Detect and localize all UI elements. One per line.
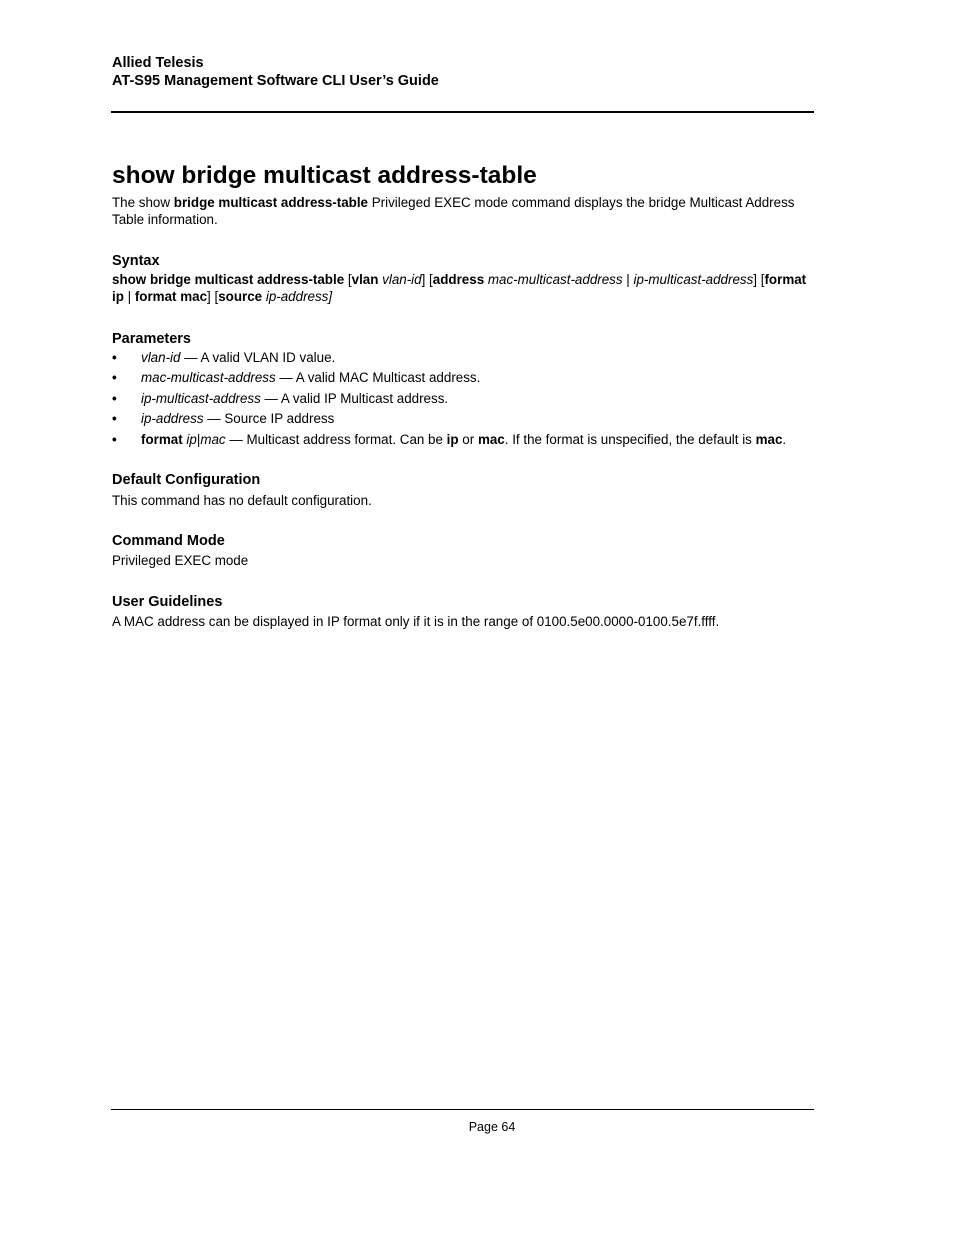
param-format-ip: ip [186,431,197,447]
list-item [112,369,832,389]
intro-command: bridge multicast address-table [173,195,368,210]
param-format-mac: mac [200,431,226,447]
header-company: Allied Telesis [112,55,204,71]
user-guidelines-heading: User Guidelines [112,594,223,610]
page-title: show bridge multicast address-table [112,162,537,189]
header-guide-title: AT-S95 Management Software CLI User’s Guide [112,73,439,89]
intro-suffix: Privileged EXEC mode command displays the bridge Multicast Address Table information. [112,195,795,227]
syntax-punct: | [622,272,634,287]
bullet-icon: • [112,431,117,447]
syntax-vlan: vlan [351,272,379,287]
syntax-punct: ] [ [753,272,765,287]
syntax-ip-address: ip-address] [265,289,333,304]
page-number: Page 64 [468,1120,516,1134]
syntax-vlan-id: vlan-id [382,272,422,287]
syntax-format-ip: format ip [112,272,807,304]
syntax-ip-multicast: ip-multicast-address [633,272,754,287]
header-rule [111,111,814,113]
param-desc: . [782,431,787,447]
param-format-kw: format [141,431,183,447]
footer-rule [111,1109,814,1110]
syntax-mac-multicast: mac-multicast-address [487,272,623,287]
parameters-list [112,349,832,451]
param-desc: — A valid MAC Multicast address. [275,370,481,386]
syntax-source: source [218,289,263,304]
user-guidelines-text: A MAC address can be displayed in IP format only if it is in the range of 0100.5e00.0000-0100.5e7f.ffff. [112,614,720,629]
command-mode-text: Privileged EXEC mode [112,553,249,568]
syntax-punct: [ [344,272,352,287]
default-config-heading: Default Configuration [112,472,261,488]
bullet-icon: • [112,411,117,427]
intro-paragraph [112,194,812,228]
syntax-line [112,271,812,305]
syntax-heading: Syntax [112,253,160,269]
list-item [112,390,832,410]
syntax-address: address [432,272,485,287]
syntax-punct: | [123,289,135,304]
param-desc: . If the format is unspecified, the default is [504,431,756,447]
syntax-format-mac: format mac [134,289,208,304]
param-term: vlan-id [141,350,181,365]
param-term: ip-address [141,411,204,427]
param-desc: or [458,431,478,447]
syntax-punct: ] [ [421,272,433,287]
param-ip-bold: ip [446,431,459,447]
bullet-icon: • [112,370,117,386]
param-desc: — Multicast address format. Can be [225,431,447,447]
param-desc: — A valid IP Multicast address. [260,390,449,406]
default-config-text: This command has no default configuration. [112,493,372,508]
intro-prefix: The show [112,195,174,210]
param-desc: — A valid VLAN ID value. [180,350,336,365]
parameters-heading: Parameters [112,331,191,347]
bullet-icon: • [112,390,117,406]
syntax-punct: ] [ [207,289,219,304]
param-mac-bold-default: mac [755,431,783,447]
command-mode-heading: Command Mode [112,533,225,549]
param-desc: — Source IP address [203,411,335,427]
syntax-cmd: show bridge multicast address-table [112,272,345,287]
bullet-icon: • [112,350,117,365]
list-item [112,349,832,369]
param-bar: | [196,431,201,447]
param-term: ip-multicast-address [141,390,261,406]
param-term: mac-multicast-address [141,370,276,386]
list-item [112,431,832,451]
param-mac-bold: mac [477,431,505,447]
list-item [112,410,832,430]
